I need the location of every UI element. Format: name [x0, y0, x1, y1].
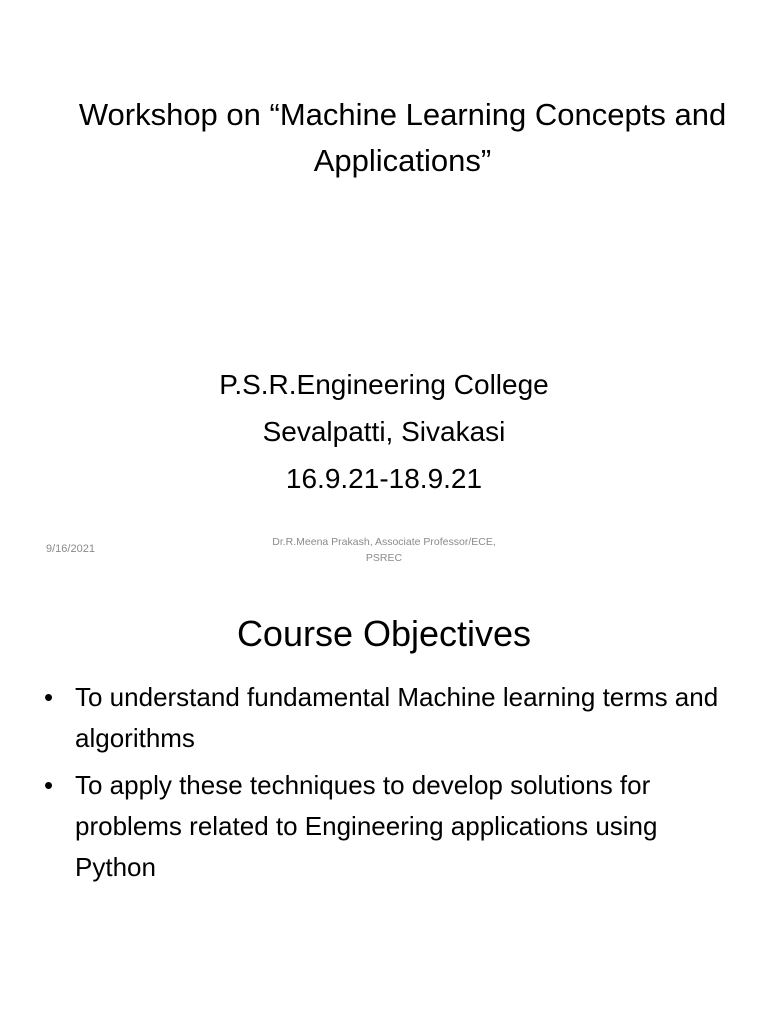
list-item: [44, 765, 734, 888]
bullet-icon: •: [44, 682, 54, 712]
slide-course-objectives: [0, 582, 768, 1024]
objectives-list: [44, 677, 734, 894]
footer-author: Dr.R.Meena Prakash, Associate Professor/ECE, PSREC: [272, 536, 496, 564]
subtitle-line-college: P.S.R.Engineering College: [219, 369, 549, 400]
slide-2-title: Course Objectives: [236, 613, 532, 654]
slide-1-subtitle: [150, 361, 618, 502]
list-item: [44, 677, 734, 759]
subtitle-line-location: Sevalpatti, Sivakasi: [262, 416, 506, 447]
subtitle-line-dates: 16.9.21-18.9.21: [285, 463, 483, 494]
objective-text: To understand fundamental Machine learning terms and algorithms: [75, 682, 719, 753]
footer-date: 9/16/2021: [46, 543, 95, 555]
bullet-icon: •: [44, 770, 54, 800]
objective-text: To apply these techniques to develop solutions for problems related to Engineering applications using Python: [75, 770, 658, 882]
slide-1-title: Workshop on “Machine Learning Concepts and Applications”: [78, 97, 727, 178]
